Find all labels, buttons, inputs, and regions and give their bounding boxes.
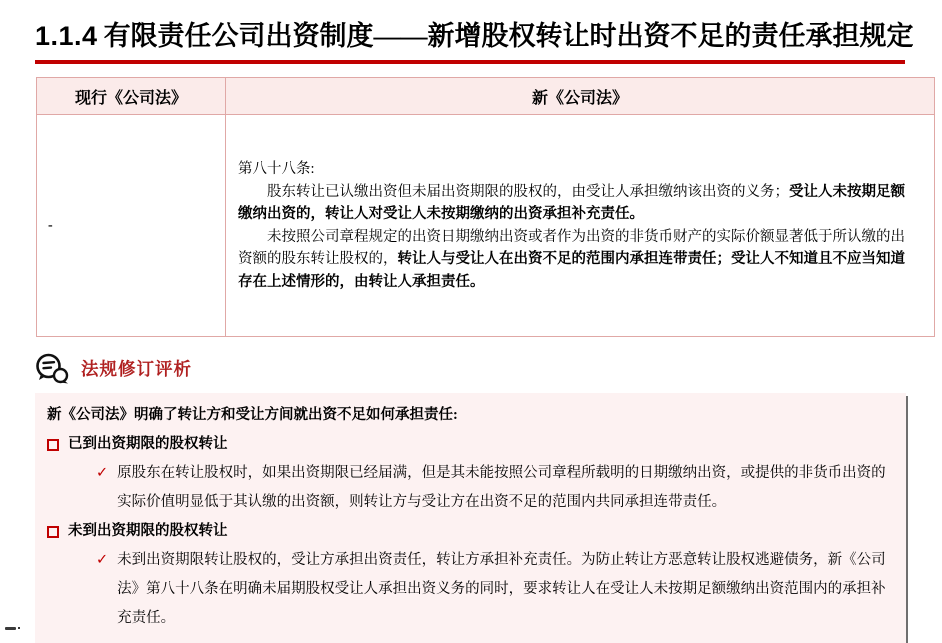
law-comparison-table bbox=[36, 77, 935, 337]
analysis-item-2-title-row bbox=[47, 517, 890, 546]
cutoff-text-mark bbox=[5, 627, 16, 630]
paragraph-1-bold: 受让人未按期足额缴纳出资的，转让人对受让人未按期缴纳的出资承担补充责任。 bbox=[238, 183, 905, 222]
table-header-row bbox=[37, 78, 935, 115]
page-title bbox=[35, 20, 915, 53]
title-text: 有限责任公司出资制度——新增股权转让时出资不足的责任承担规定 bbox=[103, 21, 914, 51]
speech-bubbles-icon bbox=[34, 353, 70, 384]
square-bullet-icon bbox=[47, 526, 59, 538]
article-heading: 第八十八条: bbox=[238, 161, 315, 177]
analysis-item-1-title: 已到出资期限的股权转让 bbox=[68, 436, 228, 452]
title-number: 1.1.4 bbox=[35, 21, 98, 51]
paragraph-2-bold: 转让人与受让人在出资不足的范围内承担连带责任；受让人不知道且不应当知道存在上述情形的，由转让人承担责任。 bbox=[238, 251, 905, 290]
analysis-section-label bbox=[34, 352, 942, 384]
article-paragraph-2 bbox=[238, 226, 918, 294]
paragraph-2-normal: 未按照公司章程规定的出资日期缴纳出资或者作为出资的非货币财产的实际价额显著低于所认缴的出资额的股东转让股权的， bbox=[238, 228, 905, 267]
square-bullet-icon bbox=[47, 439, 59, 451]
analysis-box bbox=[35, 393, 906, 643]
title-underline bbox=[35, 60, 905, 64]
analysis-intro: 新《公司法》明确了转让方和受让方间就出资不足如何承担责任: bbox=[47, 407, 458, 423]
table-body-row bbox=[37, 115, 935, 337]
checkmark-icon: ✓ bbox=[96, 552, 109, 568]
article-paragraph-1 bbox=[238, 181, 918, 226]
column-header-new-law: 新《公司法》 bbox=[226, 78, 935, 115]
analysis-item-1-point-text: 原股东在转让股权时，如果出资期限已经届满，但是其未能按照公司章程所载明的日期缴纳出资，或提供的非货币出资的实际价值明显低于其认缴的出资额，则转让方与受让方在出资不足的范围内共同承担连带责任。 bbox=[117, 465, 886, 510]
analysis-item-2-title: 未到出资期限的股权转让 bbox=[68, 523, 228, 539]
column-header-current-law: 现行《公司法》 bbox=[37, 78, 226, 115]
analysis-item-2-point bbox=[96, 546, 890, 633]
new-law-cell bbox=[226, 115, 935, 337]
section-title: 法规修订评析 bbox=[81, 358, 192, 379]
analysis-item-1-point bbox=[96, 459, 890, 517]
checkmark-icon: ✓ bbox=[96, 465, 109, 481]
current-law-cell: - bbox=[37, 115, 226, 337]
analysis-item-2-point-text: 未到出资期限转让股权的，受让方承担出资责任，转让方承担补充责任。为防止转让方恶意转让股权逃避债务，新《公司法》第八十八条在明确未届期股权受让人承担出资义务的同时，要求转让人在受让人未按期足额缴纳出资范围内的承担补充责任。 bbox=[117, 552, 886, 626]
paragraph-1-normal: 股东转让已认缴出资但未届出资期限的股权的，由受让人承担缴纳该出资的义务； bbox=[267, 183, 789, 200]
analysis-item-1-title-row bbox=[47, 430, 890, 459]
